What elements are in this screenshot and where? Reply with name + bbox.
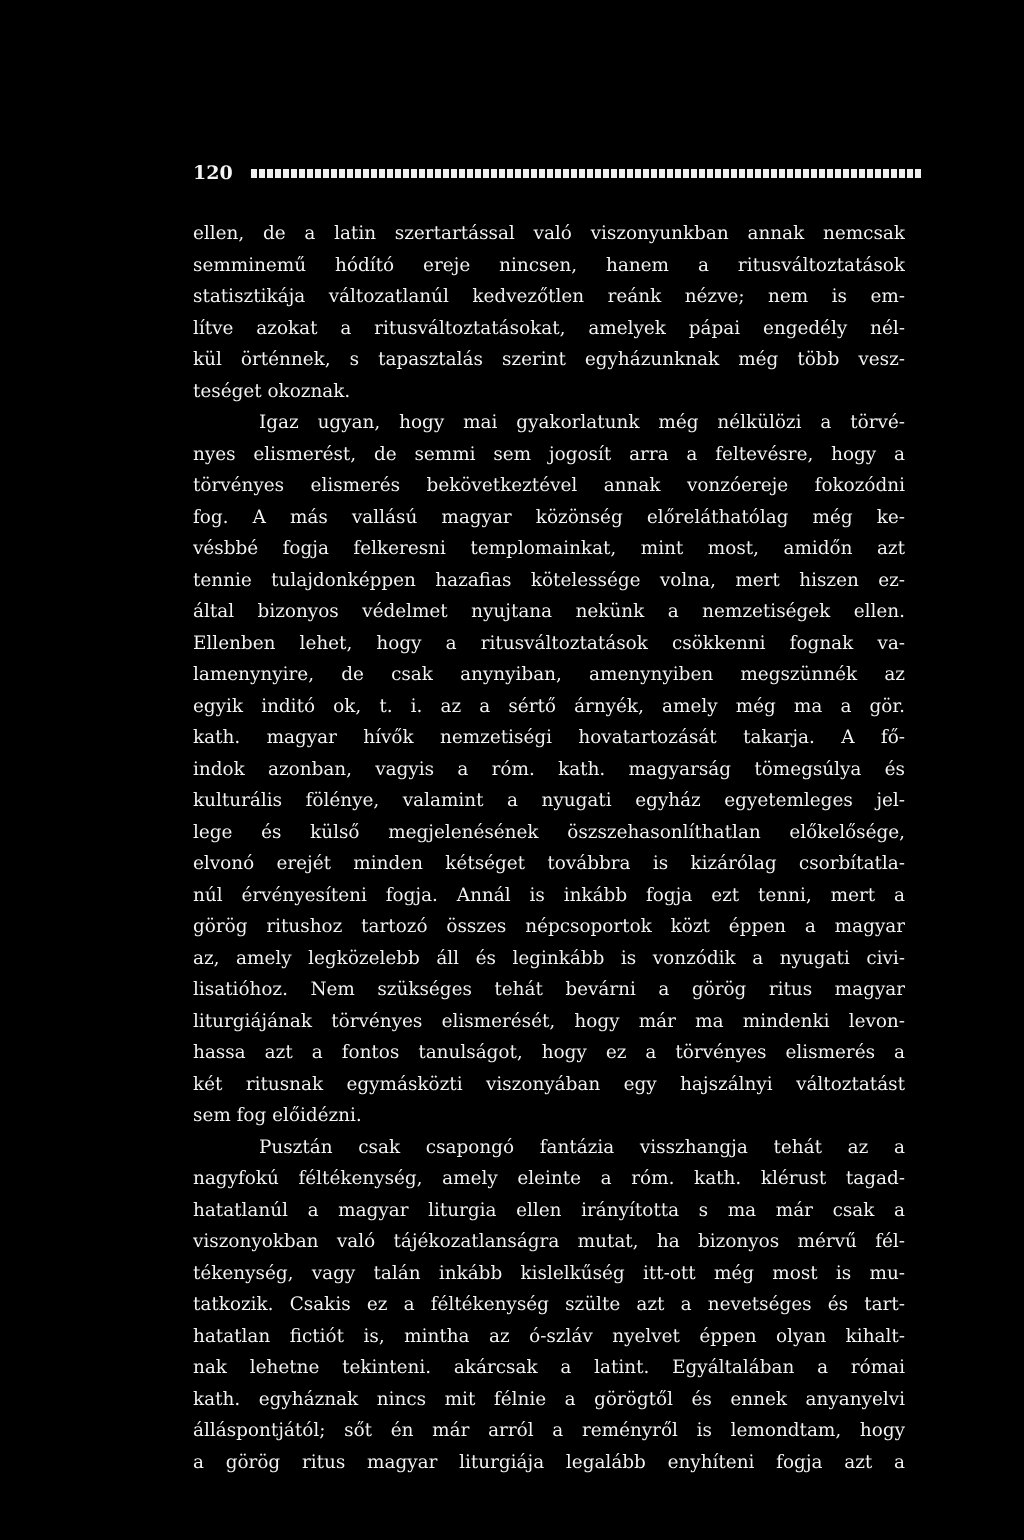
text-line: kath. egyháznak nincs mit félnie a görögtől és ennek anyanyelvi: [193, 1388, 905, 1410]
text-line: kath. magyar hívők nemzetiségi hovatartozását takarja. A fő-: [193, 727, 905, 748]
text-line: hassa azt a fontos tanulságot, hogy ez a törvényes elismerés a: [193, 1042, 905, 1063]
text-line: lítve azokat a ritusváltoztatásokat, amelyek pápai engedély nél-: [193, 317, 905, 339]
text-line: kulturális fölénye, valamint a nyugati egyház egyetemleges jel-: [193, 790, 905, 811]
text-line: tékenység, vagy talán inkább kislelkűség itt-ott még most is mu-: [193, 1262, 905, 1284]
page-header: [193, 162, 921, 184]
text-line: núl érvényesíteni fogja. Annál is inkább fogja ezt tenni, mert a: [193, 884, 905, 906]
text-line: az, amely legközelebb áll és leginkább is vonzódik a nyugati civi-: [193, 947, 905, 969]
text-line: semminemű hódító ereje nincsen, hanem a ritusváltoztatások: [193, 254, 905, 276]
text-line: által bizonyos védelmet nyujtana nekünk a nemzetiségek ellen.: [193, 601, 905, 622]
text-line: Pusztán csak csapongó fantázia visszhangja tehát az a: [259, 1136, 905, 1158]
text-line: hatatlanúl a magyar liturgia ellen irányította s ma már csak a: [193, 1199, 905, 1221]
text-line: tatkozik. Csakis ez a féltékenység szülte azt a nevetséges és tart-: [193, 1294, 905, 1315]
text-line: lege és külső megjelenésének öszszehasonlíthatlan előkelősége,: [193, 821, 905, 843]
text-line: álláspontjától; sőt én már arról a reményről is lemondtam, hogy: [193, 1420, 905, 1441]
text-line: liturgiájának törvényes elismerését, hogy már ma mindenki levon-: [193, 1010, 905, 1032]
text-line: a görög ritus magyar liturgiája legalább enyhíteni fogja azt a: [193, 1451, 905, 1473]
text-line: lamenynyire, de csak anynyiban, amenynyiben megszünnék az: [193, 664, 905, 685]
body-text: [193, 218, 905, 1478]
text-line: elvonó erejét minden kétséget továbbra is kizárólag csorbítatla-: [193, 853, 905, 874]
text-line: lisatióhoz. Nem szükséges tehát bevárni a görög ritus magyar: [193, 979, 905, 1000]
text-line: indok azonban, vagyis a róm. kath. magyarság tömegsúlya és: [193, 758, 905, 780]
text-line: Ellenben lehet, hogy a ritusváltoztatások csökkenni fognak va-: [193, 632, 905, 654]
text-line: viszonyokban való tájékozatlanságra mutat, ha bizonyos mérvű fél-: [193, 1231, 905, 1252]
text-line: ellen, de a latin szertartással való viszonyunkban annak nemcsak: [193, 223, 905, 244]
text-line: nyes elismerést, de semmi sem jogosít arra a feltevésre, hogy a: [193, 443, 905, 465]
header-ornament-rule: [251, 169, 921, 178]
text-line: görög ritushoz tartozó összes népcsoportok közt éppen a magyar: [193, 916, 905, 937]
text-line: tennie tulajdonképpen hazafias kötelessége volna, mert hiszen ez-: [193, 569, 905, 591]
text-line: nagyfokú féltékenység, amely eleinte a róm. kath. klérust tagad-: [193, 1168, 905, 1189]
text-line: vésbbé fogja felkeresni templomainkat, mint most, amidőn azt: [193, 538, 905, 559]
text-line: nak lehetne tekinteni. akárcsak a latint. Egyáltalában a római: [193, 1357, 905, 1378]
text-line: Igaz ugyan, hogy mai gyakorlatunk még nélkülözi a törvé-: [259, 412, 905, 433]
text-line: statisztikája változatlanúl kedvezőtlen reánk nézve; nem is em-: [193, 286, 905, 307]
text-line: fog. A más vallású magyar közönség előreláthatólag még ke-: [193, 506, 905, 528]
text-line: két ritusnak egymásközti viszonyában egy hajszálnyi változtatást: [193, 1073, 905, 1095]
page-number: 120: [193, 162, 233, 184]
text-line: hatatlan fictiót is, mintha az ó-szláv nyelvet éppen olyan kihalt-: [193, 1325, 905, 1347]
text-line: teséget okoznak.: [193, 380, 351, 402]
text-line: törvényes elismerés bekövetkeztével annak vonzóereje fokozódni: [193, 475, 905, 496]
text-line: sem fog előidézni.: [193, 1105, 362, 1126]
text-line: kül örténnek, s tapasztalás szerint egyházunknak még több vesz-: [193, 349, 905, 370]
text-line: egyik inditó ok, t. i. az a sértő árnyék, amely még ma a gör.: [193, 695, 905, 717]
